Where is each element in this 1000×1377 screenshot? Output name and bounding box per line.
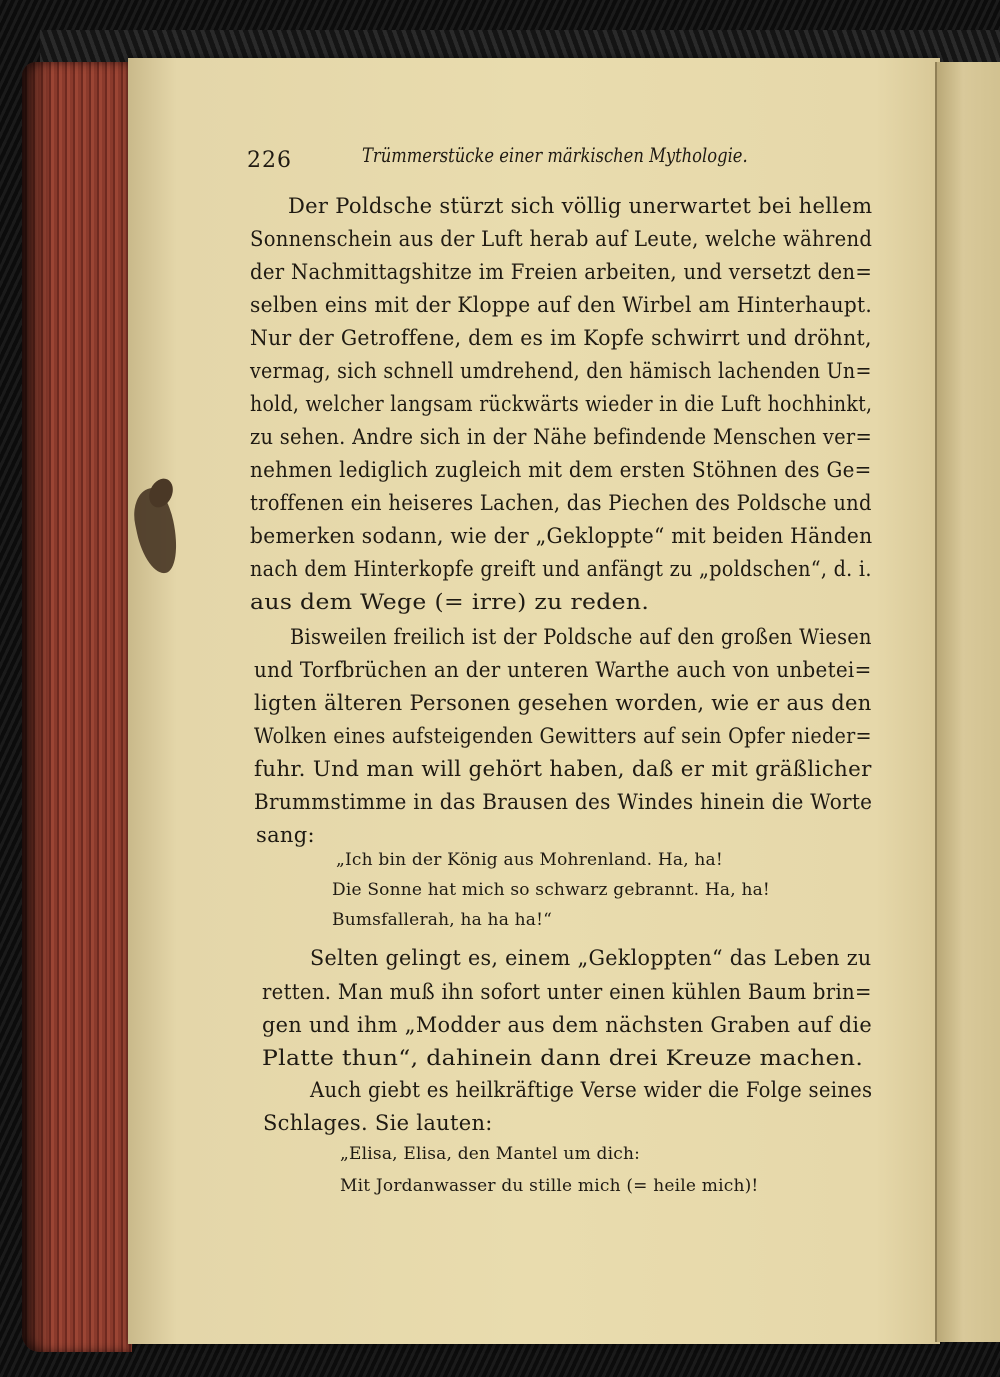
text-line: Selten gelingt es, einem „Gekloppten“ das Leben zu	[310, 946, 872, 970]
running-head: Trümmerstücke einer märkischen Mythologie.	[362, 143, 748, 167]
text-line: Schlages. Sie lauten:	[263, 1111, 493, 1135]
verse-line: „Elisa, Elisa, den Mantel um dich:	[340, 1144, 641, 1164]
text-line: fuhr. Und man will gehört haben, daß er mit gräßlicher	[254, 757, 872, 781]
text-line: Brummstimme in das Brausen des Windes hinein die Worte	[254, 790, 873, 814]
text-line: Wolken eines aufsteigenden Gewitters auf sein Opfer nieder=	[254, 724, 872, 748]
text-line: gen und ihm „Modder aus dem nächsten Graben auf die	[262, 1013, 873, 1037]
text-line: retten. Man muß ihn sofort unter einen kühlen Baum brin=	[262, 980, 872, 1004]
text-line: hold, welcher langsam rückwärts wieder in die Luft hochhinkt,	[250, 392, 873, 416]
page-edge-shadow	[22, 62, 52, 1352]
verse-line: Die Sonne hat mich so schwarz gebrannt. Ha, ha!	[332, 880, 770, 900]
text-line: Der Poldsche stürzt sich völlig unerwartet bei hellem	[288, 194, 873, 218]
text-line: und Torfbrüchen an der unteren Warthe auch von unbetei=	[254, 658, 872, 682]
text-line: selben eins mit der Kloppe auf den Wirbel am Hinterhaupt.	[250, 293, 873, 317]
text-line: vermag, sich schnell umdrehend, den hämisch lachenden Un=	[250, 359, 872, 383]
text-line: ligten älteren Personen gesehen worden, wie er aus den	[254, 691, 872, 715]
facing-page	[935, 62, 1000, 1342]
text-line: bemerken sodann, wie der „Gekloppte“ mit beiden Händen	[250, 524, 873, 548]
text-line: nehmen lediglich zugleich mit dem ersten Stöhnen des Ge=	[250, 458, 872, 482]
text-line: sang:	[256, 823, 315, 847]
text-line: Auch giebt es heilkräftige Verse wider die Folge seines	[310, 1078, 873, 1102]
page-number: 226	[247, 148, 292, 173]
text-line: Platte thun“, dahinein dann drei Kreuze machen.	[262, 1046, 864, 1070]
text-line: Sonnenschein aus der Luft herab auf Leute, welche während	[250, 227, 873, 251]
text-line: der Nachmittagshitze im Freien arbeiten, und versetzt den=	[250, 260, 873, 284]
verse-line: Bumsfallerah, ha ha ha!“	[332, 910, 553, 930]
text-line: nach dem Hinterkopfe greift und anfängt zu „poldschen“, d. i.	[250, 557, 872, 581]
verse-line: „Ich bin der König aus Mohrenland. Ha, ha!	[336, 850, 723, 870]
text-line: aus dem Wege (= irre) zu reden.	[250, 590, 650, 614]
text-line: zu sehen. Andre sich in der Nähe befindende Menschen ver=	[250, 425, 873, 449]
text-line: Nur der Getroffene, dem es im Kopfe schwirrt und dröhnt,	[250, 326, 872, 350]
text-line: Bisweilen freilich ist der Poldsche auf den großen Wiesen	[290, 625, 872, 649]
verse-line: Mit Jordanwasser du stille mich (= heile mich)!	[340, 1176, 759, 1196]
text-line: troffenen ein heiseres Lachen, das Piechen des Poldsche und	[250, 491, 872, 515]
